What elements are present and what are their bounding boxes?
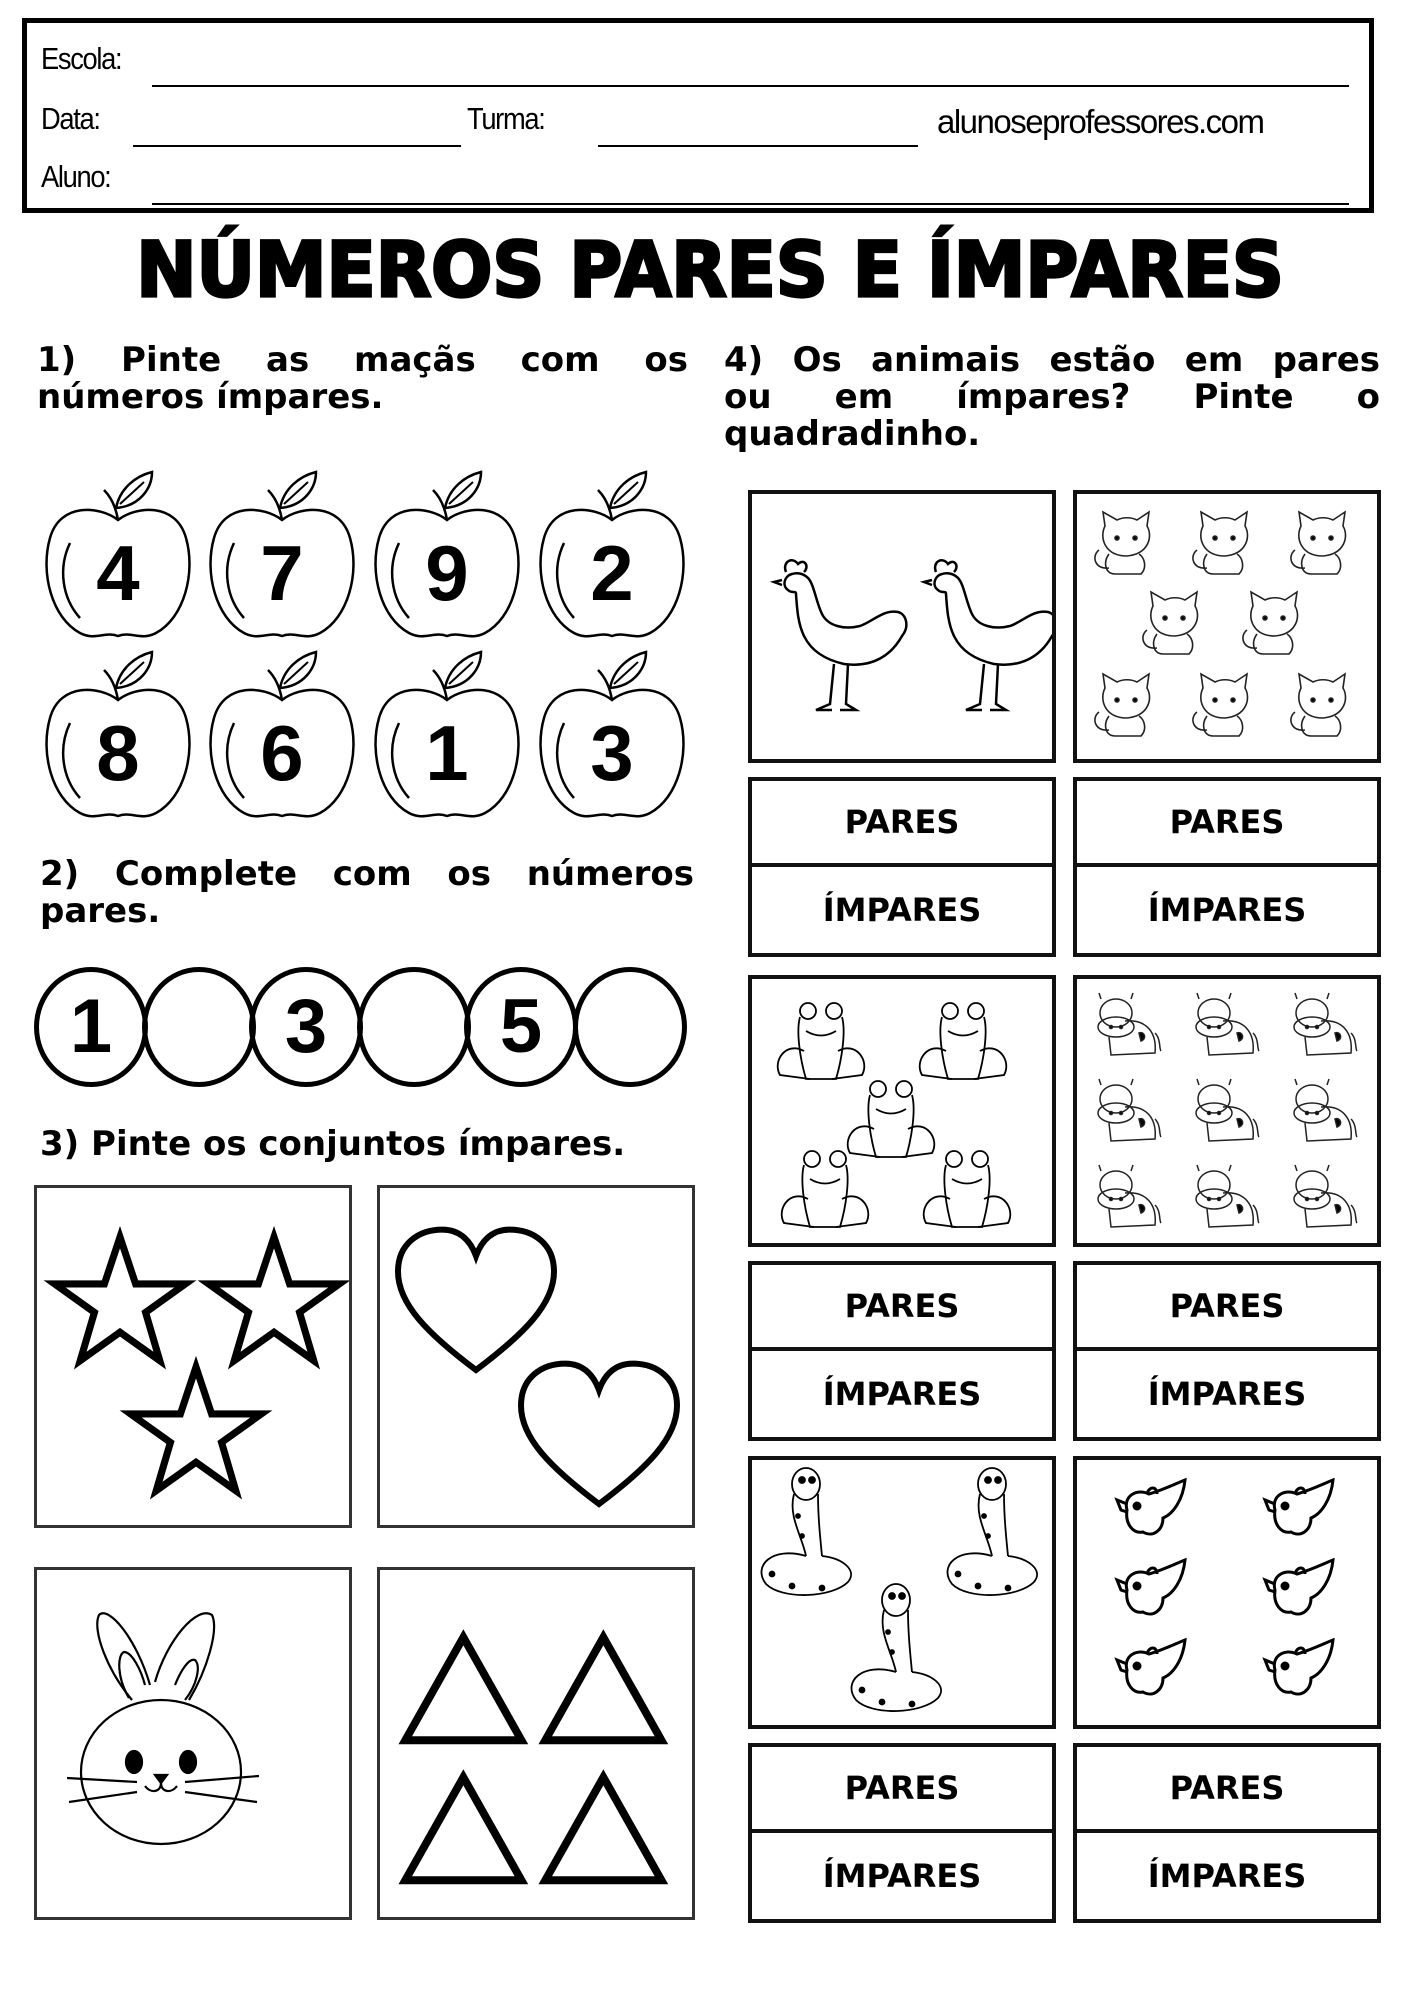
star-icon-group	[37, 1188, 349, 1525]
animal-box-birds	[1073, 1456, 1381, 1729]
animal-box-frogs	[748, 975, 1056, 1247]
data-field[interactable]	[133, 145, 461, 147]
apple-number: 7	[260, 529, 304, 617]
page-title: NÚMEROS PARES E ÍMPARES	[136, 225, 1284, 315]
apple-1[interactable]	[369, 648, 525, 824]
bunny-icon	[37, 1570, 349, 1917]
option-impares[interactable]: ÍMPARES	[822, 1857, 982, 1895]
apple-number: 9	[425, 529, 469, 617]
apple-number: 6	[260, 709, 304, 797]
set-bunny[interactable]	[34, 1567, 352, 1920]
sequence-circle: 3	[249, 967, 363, 1087]
option-pares[interactable]: PARES	[752, 1265, 1052, 1351]
option-pares[interactable]: PARES	[752, 1747, 1052, 1833]
option-impares[interactable]: ÍMPARES	[822, 1375, 982, 1413]
question-4-line3: quadradinho.	[724, 414, 981, 454]
question-3: 3) Pinte os conjuntos ímpares.	[40, 1124, 626, 1164]
answer-box-snakes	[748, 1743, 1056, 1923]
answer-box-cows	[1073, 1261, 1381, 1441]
apple-7[interactable]	[204, 468, 360, 644]
question-4-line2: ou em ímpares? Pinte o	[724, 377, 1380, 417]
escola-field[interactable]	[152, 85, 1349, 87]
cat-icon-group	[1077, 494, 1377, 759]
sequence-blank-circle[interactable]	[357, 967, 471, 1087]
sequence-blank-circle[interactable]	[573, 967, 687, 1087]
option-impares[interactable]: ÍMPARES	[1147, 1857, 1307, 1895]
site-url: alunoseprofessores.com	[937, 103, 1264, 140]
set-triangles[interactable]	[377, 1567, 695, 1920]
aluno-label: Aluno:	[41, 159, 111, 194]
animal-box-cows	[1073, 975, 1381, 1247]
frog-icon-group	[752, 979, 1052, 1243]
option-pares[interactable]: PARES	[1077, 781, 1377, 867]
apple-6[interactable]	[204, 648, 360, 824]
set-hearts[interactable]	[377, 1185, 695, 1528]
option-pares[interactable]: PARES	[1077, 1265, 1377, 1351]
escola-label: Escola:	[41, 41, 122, 76]
option-pares[interactable]: PARES	[1077, 1747, 1377, 1833]
question-4	[724, 342, 1380, 453]
apple-3[interactable]	[534, 648, 690, 824]
option-impares[interactable]: ÍMPARES	[1147, 1375, 1307, 1413]
snake-icon-group	[752, 1460, 1052, 1725]
answer-box-cats	[1073, 777, 1381, 957]
option-impares[interactable]: ÍMPARES	[822, 891, 982, 929]
option-impares[interactable]: ÍMPARES	[1147, 891, 1307, 929]
hen-icon-group	[752, 494, 1052, 759]
sequence-circle: 5	[464, 967, 578, 1087]
heart-icon-group	[380, 1188, 692, 1525]
set-stars[interactable]	[34, 1185, 352, 1528]
data-label: Data:	[41, 101, 100, 136]
triangle-icon-group	[380, 1570, 692, 1917]
apple-number: 2	[590, 529, 634, 617]
animal-box-snakes	[748, 1456, 1056, 1729]
question-1-line1: 1) Pinte as maçãs com os	[37, 340, 688, 380]
question-1-line2: números ímpares.	[37, 377, 384, 417]
apple-8[interactable]	[40, 648, 196, 824]
apple-number: 1	[425, 709, 469, 797]
sequence-circle: 1	[34, 967, 148, 1087]
question-1	[37, 342, 688, 416]
sequence-blank-circle[interactable]	[142, 967, 256, 1087]
apple-number: 4	[96, 529, 140, 617]
aluno-field[interactable]	[152, 203, 1349, 205]
question-2-line2: pares.	[40, 891, 161, 931]
apple-2[interactable]	[534, 468, 690, 644]
turma-field[interactable]	[598, 145, 918, 147]
bird-icon-group	[1077, 1460, 1377, 1725]
apple-9[interactable]	[369, 468, 525, 644]
question-4-line1: 4) Os animais estão em pares	[724, 340, 1380, 380]
animal-box-hens	[748, 490, 1056, 763]
animal-box-cats	[1073, 490, 1381, 763]
header-form	[22, 18, 1374, 213]
option-pares[interactable]: PARES	[752, 781, 1052, 867]
answer-box-hens	[748, 777, 1056, 957]
question-2	[40, 856, 694, 930]
apple-4[interactable]	[40, 468, 196, 644]
question-2-line1: 2) Complete com os números	[40, 854, 694, 894]
cow-icon-group	[1077, 979, 1377, 1243]
apple-number: 8	[96, 709, 140, 797]
answer-box-frogs	[748, 1261, 1056, 1441]
answer-box-birds	[1073, 1743, 1381, 1923]
turma-label: Turma:	[467, 101, 545, 136]
apple-number: 3	[590, 709, 634, 797]
